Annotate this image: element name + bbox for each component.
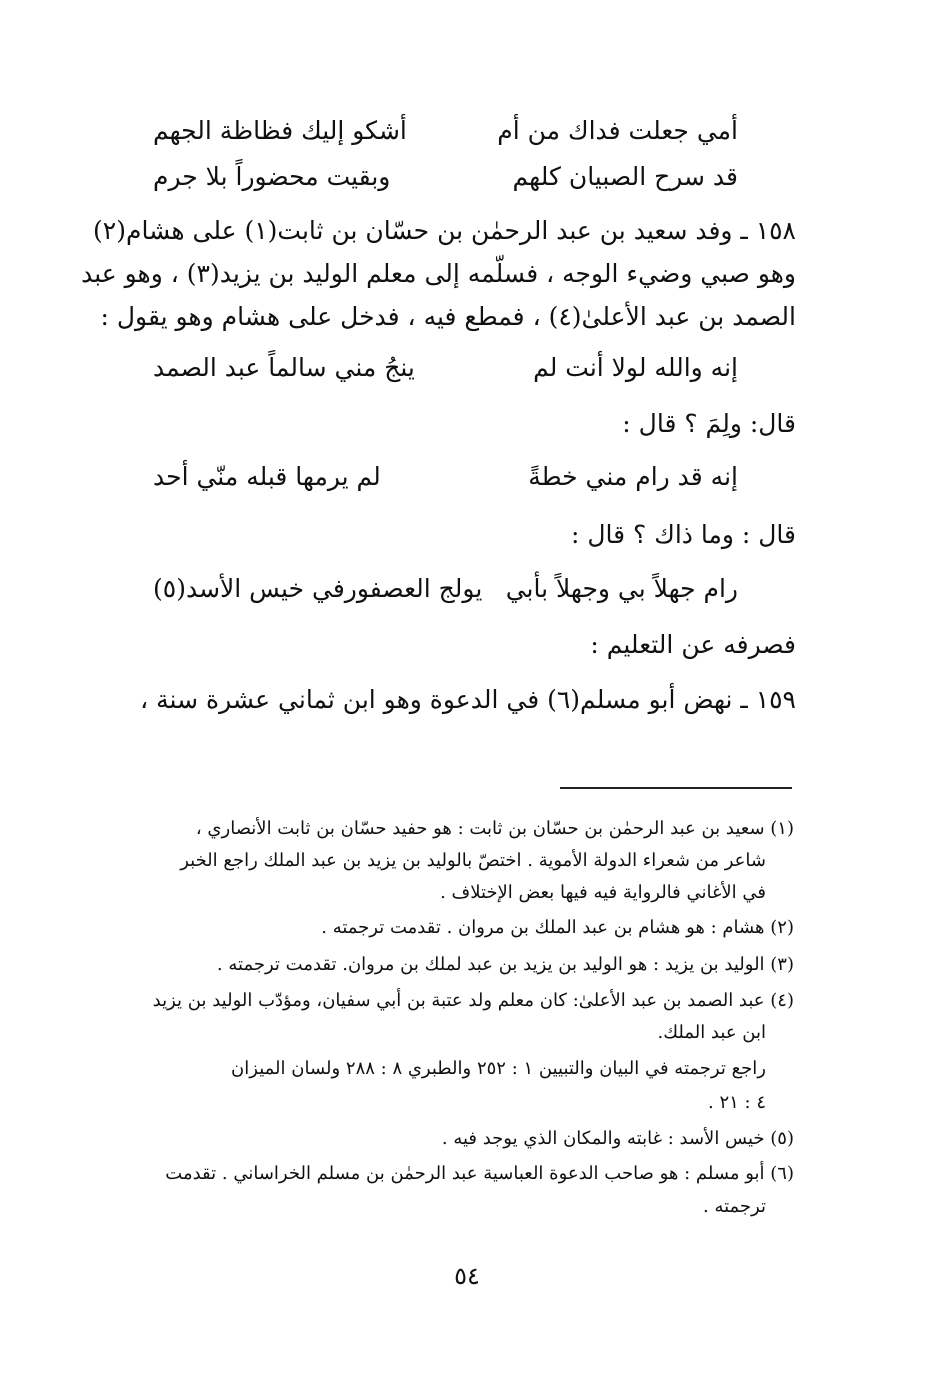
footnote-1-line-2: شاعر من شعراء الدولة الأموية . اختصّ بالوليد بن يزيد بن عبد الملك راجع الخبر [180, 850, 766, 871]
verse-line [153, 456, 738, 496]
footnote-4-line-4: ٤ : ٢١ . [708, 1092, 766, 1113]
verse-second-hemistich: يولج العصفورفي خيس الأسد(٥) [153, 573, 483, 603]
verse-second-hemistich: لم يرمها قبله منّي أحد [153, 461, 381, 491]
paragraph-158-line-1: ١٥٨ ـ وفد سعيد بن عبد الرحمٰن بن حسّان بن ثابت(١) على هشام(٢) [93, 216, 796, 245]
verse-line [153, 347, 738, 387]
footnote-4-line-2: ابن عبد الملك. [657, 1022, 766, 1043]
footnote-6-line-1: (٦) أبو مسلم : هو صاحب الدعوة العباسية عبد الرحمٰن بن مسلم الخراساني . تقدمت [165, 1163, 794, 1184]
verse-second-hemistich: ينجُ مني سالماً عبد الصمد [153, 352, 415, 382]
dialogue-line: فصرفه عن التعليم : [590, 630, 796, 659]
footnote-4-line-1: (٤) عبد الصمد بن عبد الأعلىٰ: كان معلم ولد عتبة بن أبي سفيان، ومؤدّب الوليد بن يزيد [152, 990, 794, 1011]
footnote-5: (٥) خيس الأسد : غابته والمكان الذي يوجد فيه . [441, 1128, 794, 1149]
footnote-separator [560, 787, 792, 789]
verse-first-hemistich: أمي جعلت فداك من أم [497, 115, 738, 145]
verse-second-hemistich: أشكو إليك فظاظة الجهم [153, 115, 407, 145]
verse-first-hemistich: إنه قد رام مني خطةً [528, 461, 738, 491]
footnote-2: (٢) هشام : هو هشام بن عبد الملك بن مروان . تقدمت ترجمته . [321, 917, 794, 938]
paragraph-159-line-1: ١٥٩ ـ نهض أبو مسلم(٦) في الدعوة وهو ابن ثماني عشرة سنة ، [140, 685, 796, 714]
footnote-6-line-2: ترجمته . [703, 1196, 766, 1217]
footnote-3: (٣) الوليد بن يزيد : هو الوليد بن يزيد بن عبد لملك بن مروان. تقدمت ترجمته . [216, 954, 794, 975]
footnote-1-line-3: في الأغاني فالرواية فيه فيها بعض الإختلاف . [440, 882, 766, 903]
paragraph-158-line-3: الصمد بن عبد الأعلىٰ(٤) ، فمطع فيه ، فدخل على هشام وهو يقول : [100, 302, 796, 331]
verse-line [153, 156, 738, 196]
verse-line [153, 110, 738, 150]
verse-line [153, 568, 738, 608]
page-number: ٥٤ [454, 1262, 480, 1290]
verse-first-hemistich: رام جهلاً بي وجهلاً بأبي [505, 573, 738, 603]
paragraph-158-line-2: وهو صبي وضيء الوجه ، فسلّمه إلى معلم الوليد بن يزيد(٣) ، وهو عبد [81, 259, 796, 288]
verse-first-hemistich: إنه والله لولا أنت لم [533, 352, 738, 382]
verse-first-hemistich: قد سرح الصبيان كلهم [512, 161, 738, 191]
footnote-1-line-1: (١) سعيد بن عبد الرحمٰن بن حسّان بن ثابت : هو حفيد حسّان بن ثابت الأنصاري ، [195, 818, 794, 839]
dialogue-line: قال: ولِمَ ؟ قال : [622, 409, 796, 438]
dialogue-line: قال : وما ذاك ؟ قال : [570, 520, 796, 549]
verse-second-hemistich: وبقيت محضوراً بلا جرم [153, 161, 391, 191]
footnote-4-line-3: راجع ترجمته في البيان والتبيين ١ : ٢٥٢ والطبري ٨ : ٢٨٨ ولسان الميزان [231, 1058, 766, 1079]
